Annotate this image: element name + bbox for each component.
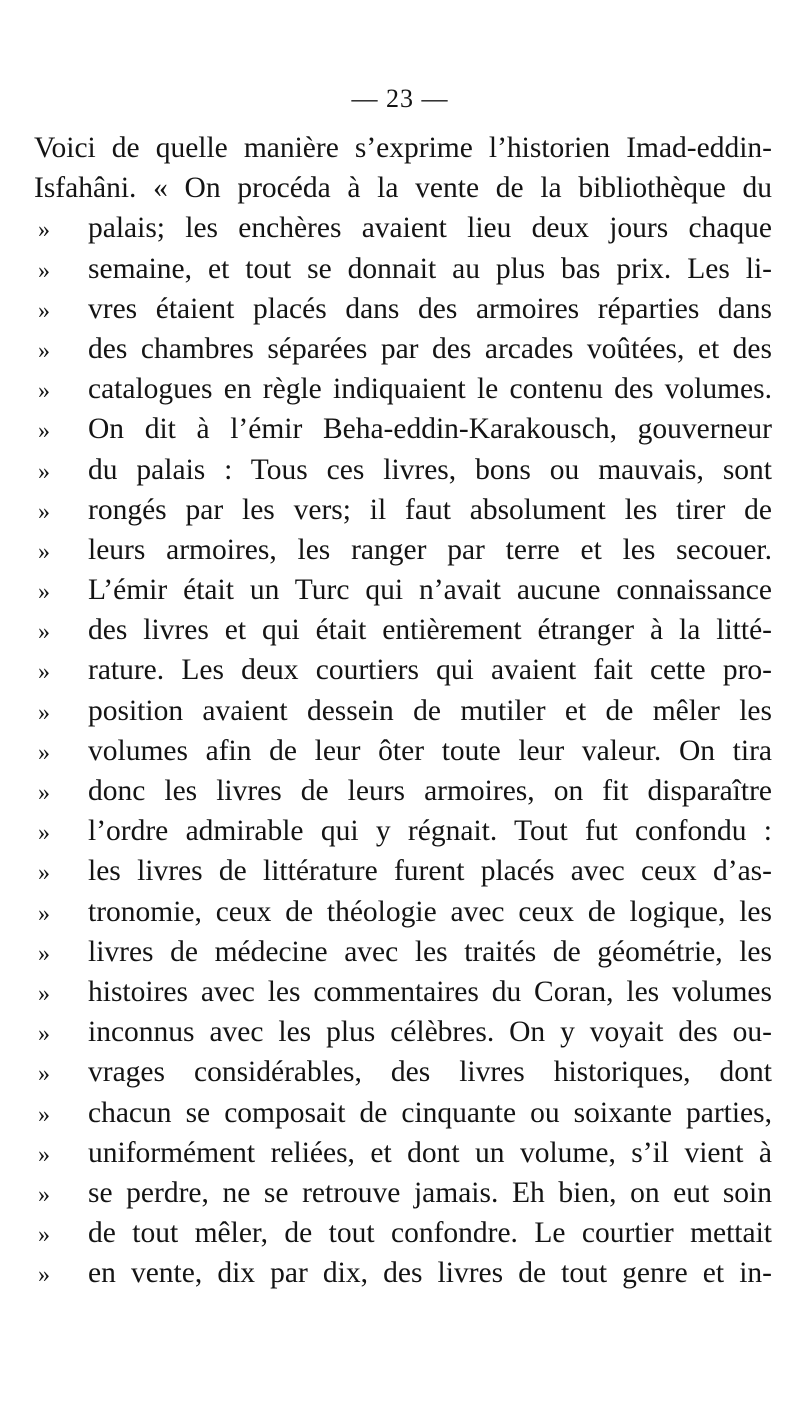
quotation-mark: »: [38, 458, 50, 485]
line-text: livres de médecine avec les traités de géométrie, les: [88, 935, 772, 968]
text-line: [34, 892, 772, 932]
quotation-mark: »: [38, 980, 50, 1007]
quotation-mark: »: [38, 418, 50, 445]
quotation-mark: »: [38, 217, 50, 244]
text-line: [34, 329, 772, 369]
text-line: [34, 369, 772, 409]
line-text: histoires avec les commentaires du Coran, les volumes: [88, 975, 772, 1008]
quotation-mark: »: [38, 538, 50, 565]
quotation-mark: »: [38, 1021, 50, 1048]
text-line: [34, 570, 772, 610]
line-text: leurs armoires, les ranger par terre et les secouer.: [88, 533, 772, 566]
text-line: [34, 851, 772, 891]
line-text: se perdre, ne se retrouve jamais. Eh bien, on eut soin: [88, 1176, 772, 1209]
text-line: [34, 128, 772, 168]
text-line: [34, 610, 772, 650]
text-line: [34, 650, 772, 690]
quotation-mark: »: [38, 1262, 50, 1289]
quotation-mark: »: [38, 780, 50, 806]
quotation-mark: »: [38, 900, 50, 927]
line-text: les livres de littérature furent placés avec ceux d’as-: [88, 855, 772, 888]
line-text: rature. Les deux courtiers qui avaient fait cette pro-: [88, 654, 772, 687]
quotation-mark: »: [38, 860, 50, 887]
text-line: [34, 811, 772, 851]
text-line: [34, 490, 772, 530]
text-line: [34, 1093, 772, 1133]
line-text: donc les livres de leurs armoires, on fit disparaître: [88, 775, 772, 807]
text-line: [34, 1052, 772, 1092]
body-text: [34, 128, 772, 1293]
line-text: de tout mêler, de tout confondre. Le courtier mettait: [88, 1217, 772, 1250]
quotation-mark: »: [38, 1141, 50, 1168]
line-text: uniformément reliées, et dont un volume, s’il vient à: [88, 1136, 772, 1169]
text-line: [34, 1133, 772, 1173]
text-line: [34, 691, 772, 731]
text-line: [34, 249, 772, 289]
line-text: des livres et qui était entièrement étranger à la litté-: [88, 614, 772, 647]
quotation-mark: »: [38, 1222, 50, 1249]
line-text: palais; les enchères avaient lieu deux jours chaque: [88, 212, 772, 245]
page-number: — 23 —: [351, 84, 449, 113]
text-line: [34, 409, 772, 449]
line-text: On dit à l’émir Beha-eddin-Karakousch, gouverneur: [88, 413, 772, 446]
line-text: vrages considérables, des livres historiques, dont: [88, 1056, 772, 1089]
line-text: catalogues en règle indiquaient le contenu des volumes.: [88, 373, 772, 406]
line-text: L’émir était un Turc qui n’avait aucune connaissance: [88, 574, 772, 607]
line-text: tronomie, ceux de théologie avec ceux de logique, les: [88, 895, 772, 928]
line-text: Voici de quelle manière s’exprime l’historien Imad-eddin-: [34, 132, 772, 164]
quotation-mark: »: [38, 699, 50, 726]
quotation-mark: »: [38, 498, 50, 525]
text-line: [34, 1012, 772, 1052]
line-text: position avaient dessein de mutiler et de mêler les: [88, 694, 772, 727]
line-text: rongés par les vers; il faut absolument les tirer de: [88, 493, 772, 526]
line-text: du palais : Tous ces livres, bons ou mauvais, sont: [88, 453, 772, 486]
line-text: Isfahâni. « On procéda à la vente de la bibliothèque du: [34, 172, 772, 205]
text-line: [34, 972, 772, 1012]
text-line: [34, 731, 772, 771]
text-line: [34, 1253, 772, 1293]
line-text: inconnus avec les plus célèbres. On y voyait des ou-: [88, 1016, 772, 1049]
line-text: en vente, dix par dix, des livres de tout genre et in-: [88, 1257, 772, 1290]
quotation-mark: »: [38, 659, 50, 686]
line-text: volumes afin de leur ôter toute leur valeur. On tira: [88, 734, 772, 767]
quotation-mark: »: [38, 940, 50, 967]
text-line: [34, 168, 772, 208]
quotation-mark: »: [38, 378, 50, 405]
text-line: [34, 1173, 772, 1213]
text-line: [34, 450, 772, 490]
quotation-mark: »: [38, 257, 50, 284]
quotation-mark: »: [38, 1181, 50, 1208]
line-text: des chambres séparées par des arcades voûtées, et des: [88, 332, 772, 365]
quotation-mark: »: [38, 337, 50, 364]
line-text: semaine, et tout se donnait au plus bas prix. Les li-: [88, 252, 772, 285]
quotation-mark: »: [38, 619, 50, 646]
text-line: [34, 771, 772, 811]
quotation-mark: »: [38, 579, 50, 606]
quotation-mark: »: [38, 1101, 50, 1128]
quotation-mark: »: [38, 739, 50, 766]
text-line: [34, 1213, 772, 1253]
line-text: vres étaient placés dans des armoires réparties dans: [88, 292, 772, 325]
quotation-mark: »: [38, 820, 50, 847]
text-line: [34, 932, 772, 972]
line-text: l’ordre admirable qui y régnait. Tout fut confondu :: [88, 815, 772, 848]
text-line: [34, 530, 772, 570]
quotation-mark: »: [38, 297, 50, 324]
quotation-mark: »: [38, 1061, 50, 1088]
line-text: chacun se composait de cinquante ou soixante parties,: [88, 1096, 772, 1129]
text-line: [34, 289, 772, 329]
text-line: [34, 208, 772, 248]
